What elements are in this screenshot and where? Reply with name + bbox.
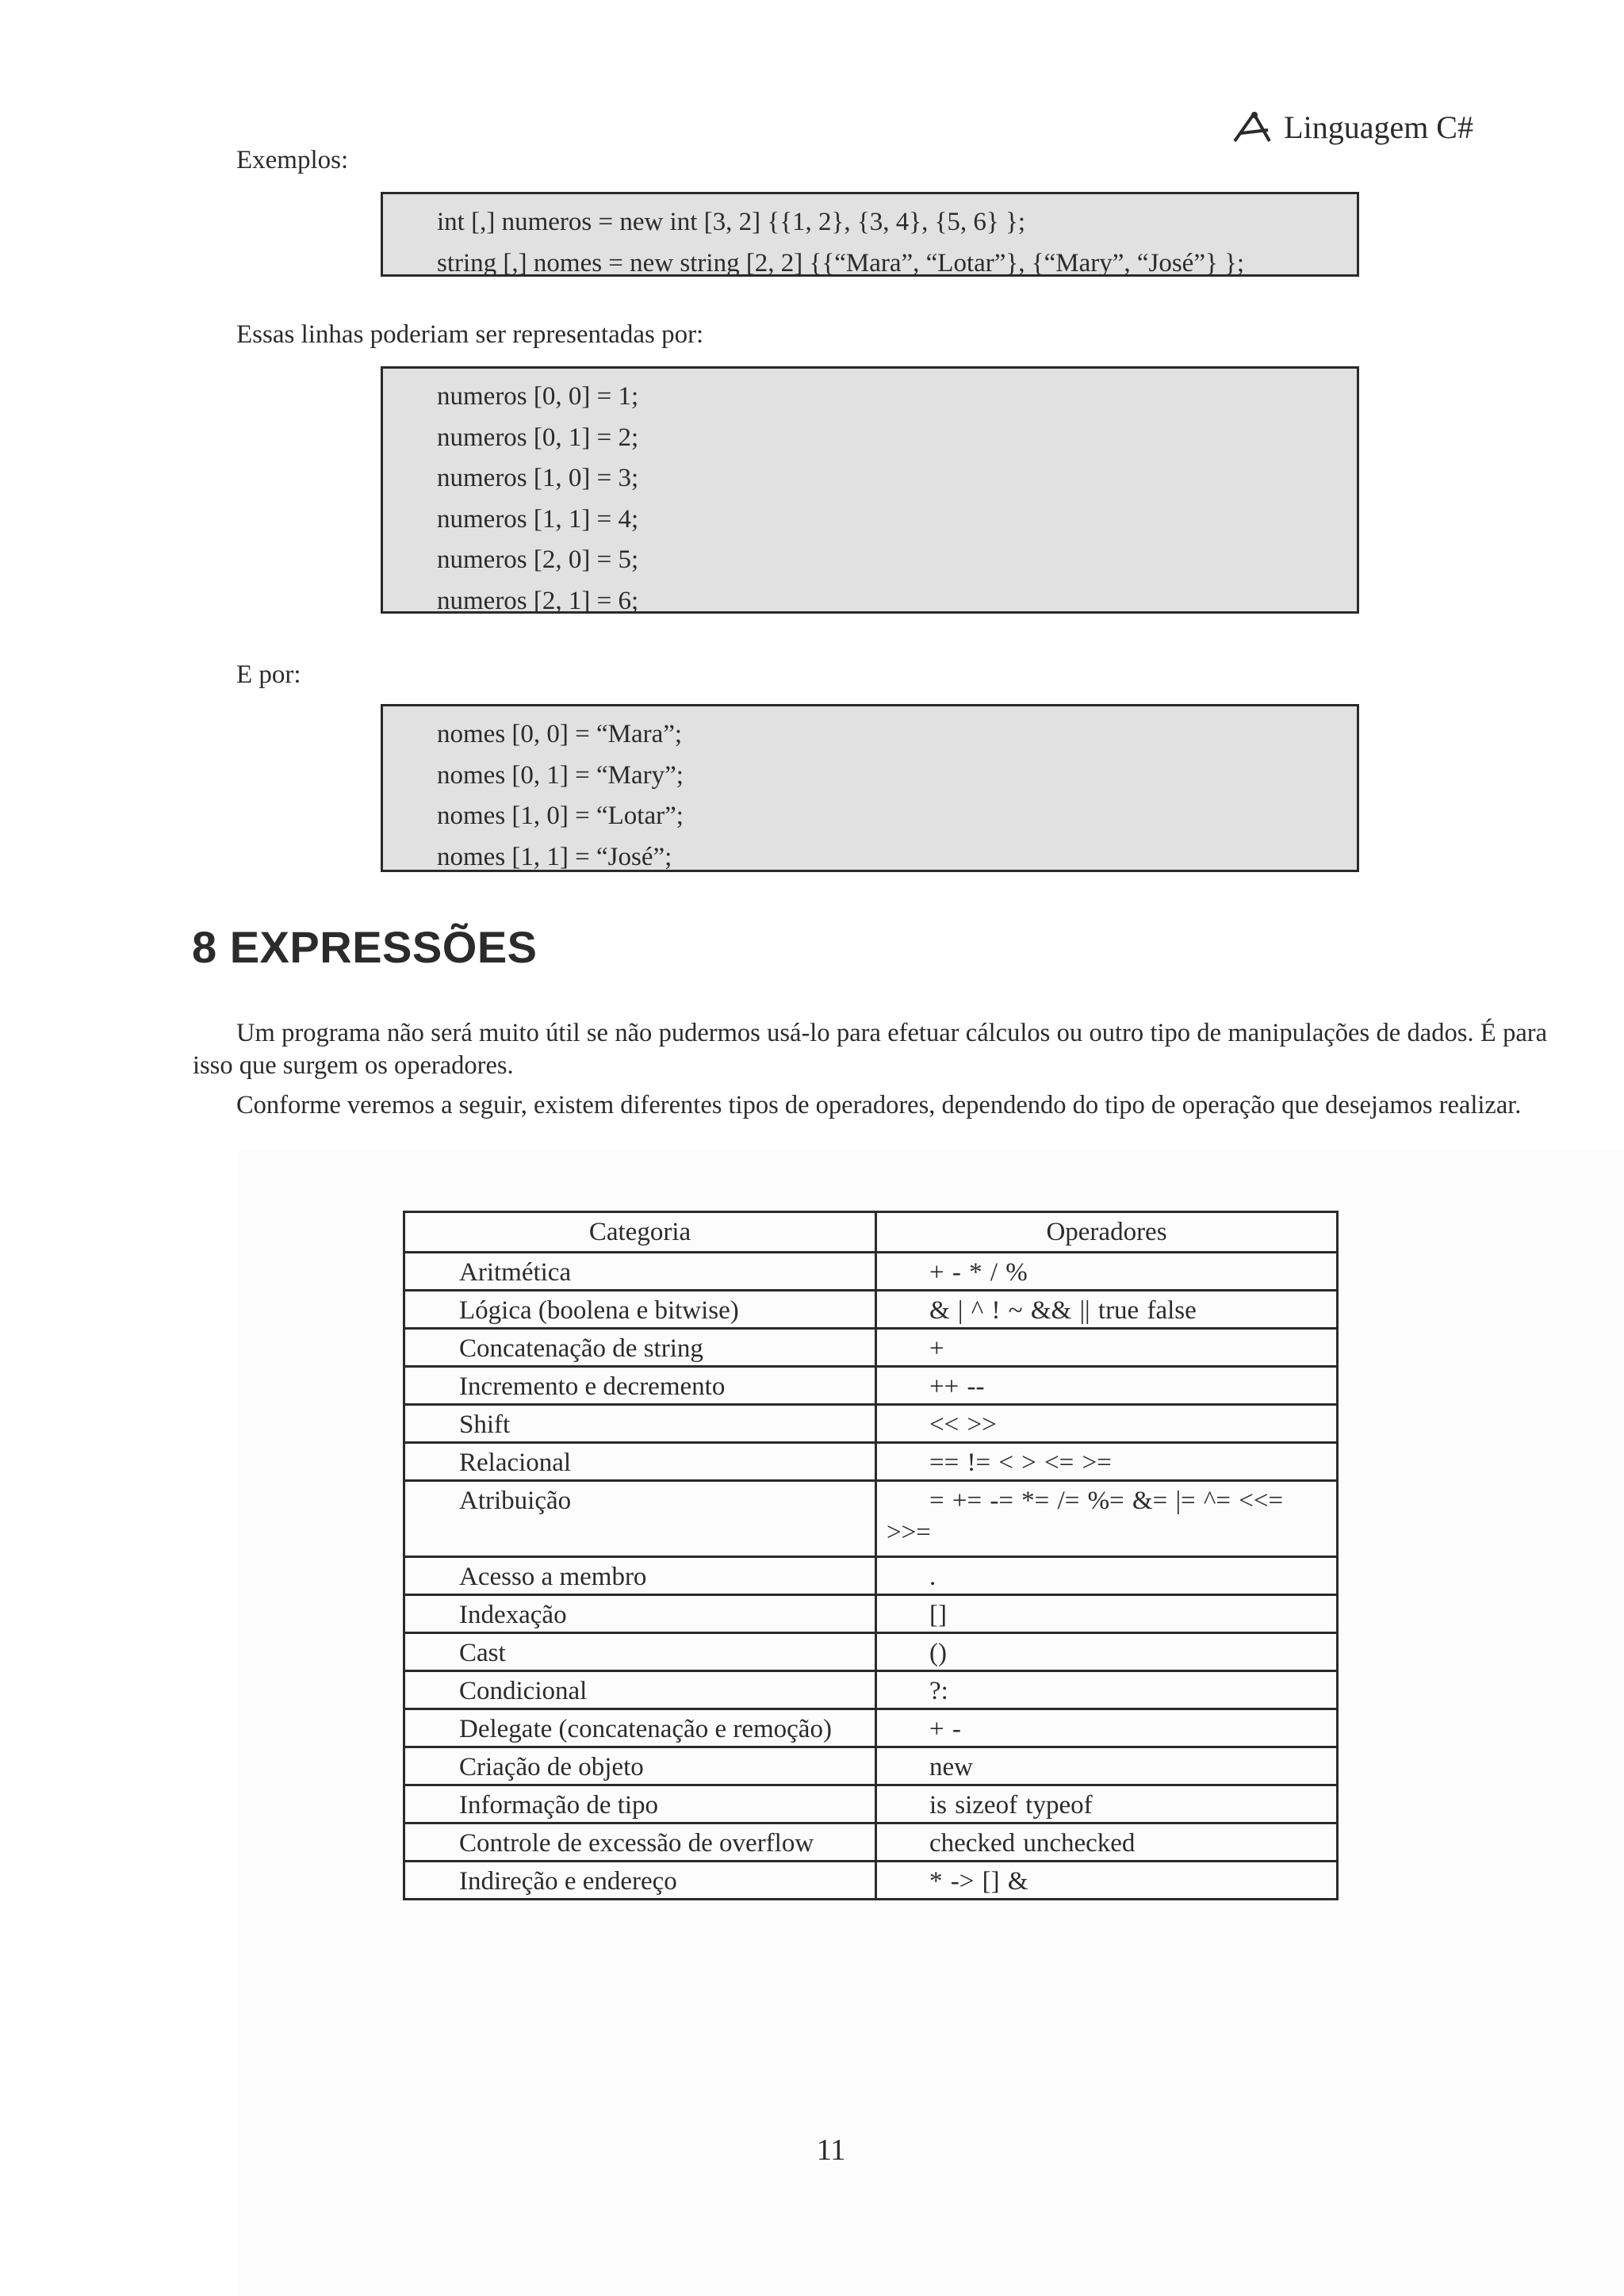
operators-cell: is sizeof typeof (876, 1785, 1338, 1823)
operators-cell: () (876, 1633, 1338, 1671)
names-code-box (381, 704, 1359, 872)
page-number: 11 (816, 2133, 846, 2167)
operators-cell: + - * / % (876, 1253, 1338, 1291)
operators-cell: << >> (876, 1405, 1338, 1443)
examples-label: Exemplos: (236, 146, 349, 174)
category-cell: Cast (404, 1633, 876, 1671)
code-line: numeros [1, 0] = 3; (437, 464, 639, 492)
operators-cell: ?: (876, 1671, 1338, 1709)
category-cell: Criação de objeto (404, 1747, 876, 1785)
operators-cell: [] (876, 1595, 1338, 1633)
compass-icon (1233, 109, 1273, 144)
operators-cell: new (876, 1747, 1338, 1785)
table-row (404, 1367, 1338, 1405)
table-header-row (404, 1212, 1338, 1253)
category-cell: Aritmética (404, 1253, 876, 1291)
code-line: numeros [1, 1] = 4; (437, 504, 639, 534)
category-cell: Acesso a membro (404, 1557, 876, 1595)
examples-code-box (381, 192, 1359, 277)
intro-paragraph: Um programa não será muito útil se não pudermos usá-lo para efetuar cálculos ou outro tipo de manipulações de dados. É para isso que surgem os operadores. (193, 1019, 1547, 1080)
category-cell: Condicional (404, 1671, 876, 1709)
table-row (404, 1443, 1338, 1481)
table-row (404, 1481, 1338, 1557)
code-line: numeros [0, 0] = 1; (437, 382, 639, 411)
table-row (404, 1329, 1338, 1367)
operators-cell: . (876, 1557, 1338, 1595)
operators-cell: * -> [] & (876, 1862, 1338, 1900)
table-row (404, 1823, 1338, 1862)
operators-cell: == != < > <= >= (876, 1443, 1338, 1481)
table-row (404, 1405, 1338, 1443)
category-cell: Controle de excessão de overflow (404, 1823, 876, 1862)
category-cell: Relacional (404, 1443, 876, 1481)
code-line: numeros [2, 0] = 5; (437, 545, 639, 574)
category-cell: Concatenação de string (404, 1329, 876, 1367)
code-line: numeros [2, 1] = 6; (437, 586, 639, 615)
operators-line: = += -= *= /= %= &= |= ^= <<= (929, 1487, 1284, 1515)
category-cell: Atribuição (404, 1481, 876, 1557)
operators-cell (876, 1481, 1338, 1557)
running-header (1233, 103, 1473, 151)
table-row (404, 1709, 1338, 1747)
operators-cell: checked unchecked (876, 1823, 1338, 1862)
table-row (404, 1595, 1338, 1633)
operators-cell: + - (876, 1709, 1338, 1747)
table-row (404, 1633, 1338, 1671)
table-row (404, 1671, 1338, 1709)
code-line: nomes [1, 0] = “Lotar”; (437, 802, 684, 830)
operators-table (403, 1211, 1339, 1900)
table-row (404, 1747, 1338, 1785)
code-line: nomes [0, 0] = “Mara”; (437, 720, 683, 748)
category-cell: Incremento e decremento (404, 1367, 876, 1405)
code-line: string [,] nomes = new string [2, 2] {{“Mara”, “Lotar”}, {“Mary”, “José”} }; (437, 248, 1245, 277)
operators-cell: + (876, 1329, 1338, 1367)
category-cell: Shift (404, 1405, 876, 1443)
category-cell: Lógica (boolena e bitwise) (404, 1291, 876, 1329)
operators-cell: & | ^ ! ~ && || true false (876, 1291, 1338, 1329)
category-cell: Informação de tipo (404, 1785, 876, 1823)
operators-cell: ++ -- (876, 1367, 1338, 1405)
names-label: E por: (236, 660, 301, 689)
code-line: int [,] numeros = new int [3, 2] {{1, 2}, {3, 4}, {5, 6} }; (437, 208, 1026, 236)
column-header-category: Categoria (404, 1212, 876, 1253)
category-cell: Delegate (concatenação e remoção) (404, 1709, 876, 1747)
code-line: nomes [0, 1] = “Mary”; (437, 760, 684, 790)
category-cell: Indexação (404, 1595, 876, 1633)
table-row (404, 1291, 1338, 1329)
table-row (404, 1785, 1338, 1823)
category-cell: Indireção e endereço (404, 1862, 876, 1900)
operators-line: >>= (887, 1518, 931, 1547)
header-title: Linguagem C# (1284, 109, 1473, 145)
table-row (404, 1862, 1338, 1900)
table-row (404, 1253, 1338, 1291)
representation-label: Essas linhas poderiam ser representadas por: (236, 320, 704, 349)
representation-code-box (381, 366, 1359, 614)
column-header-operators: Operadores (876, 1212, 1338, 1253)
operators-paragraph: Conforme veremos a seguir, existem diferentes tipos de operadores, dependendo do tipo de operação que desejamos realizar. (236, 1091, 1522, 1119)
code-line: numeros [0, 1] = 2; (437, 423, 639, 452)
section-title: 8 EXPRESSÕES (192, 922, 538, 972)
code-line: nomes [1, 1] = “José”; (437, 842, 672, 871)
table-row (404, 1557, 1338, 1595)
